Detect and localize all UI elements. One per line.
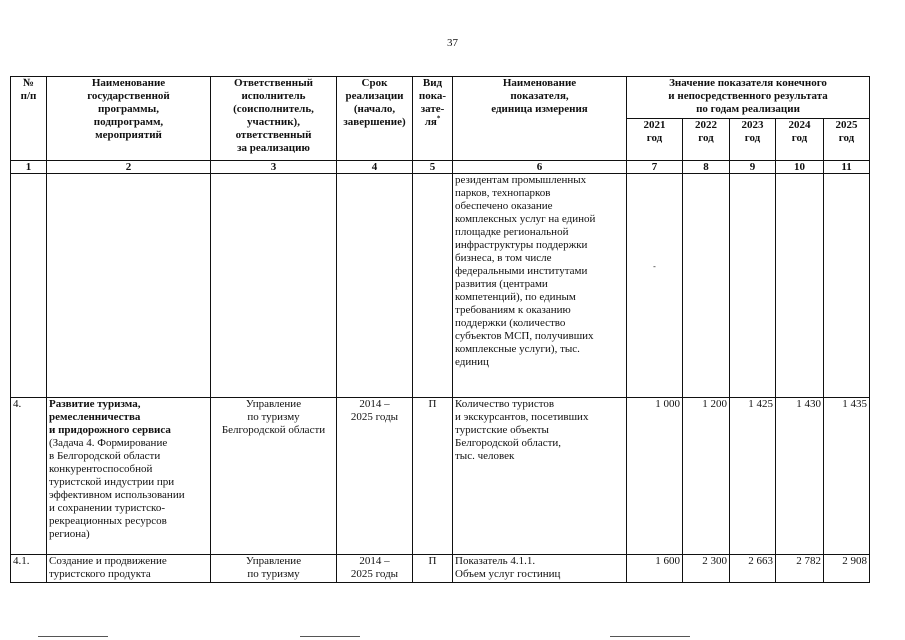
indicator-line: и экскурсантов, посетивших: [455, 411, 589, 423]
header-text: 2021: [643, 119, 666, 131]
program-name-line: и сохранении туристско-: [49, 502, 166, 514]
cell-period: [337, 174, 413, 398]
indicator-line: требованиям к оказанию: [455, 304, 571, 316]
indicator-line: бизнеса, в том числе: [455, 252, 552, 264]
cell-value-2023: [730, 174, 776, 398]
cell-name: [47, 174, 211, 398]
header-values-group: [627, 77, 870, 119]
program-name-line: Создание и продвижение: [49, 555, 167, 567]
header-text: зате-: [420, 103, 445, 115]
cell-period: [337, 398, 413, 555]
value-dash: -: [653, 262, 656, 271]
cell-value-2024: 1 430: [776, 398, 824, 555]
header-program-name: [47, 77, 211, 161]
table-row: [11, 398, 870, 555]
program-table: [10, 76, 870, 583]
column-number: 11: [824, 161, 870, 174]
period-line: 2025 годы: [350, 568, 399, 580]
header-text: [415, 116, 450, 129]
cell-value-2021: 1 000: [627, 398, 683, 555]
header-text: п/п: [20, 90, 37, 102]
period-line: 2014 –: [359, 398, 390, 410]
program-name-line: в Белгородской области: [49, 450, 161, 462]
cell-num: 4.1.: [11, 555, 47, 583]
program-name-line: эффективном использовании: [49, 489, 185, 501]
cell-indicator: [453, 174, 627, 398]
header-text: участник),: [247, 116, 300, 128]
program-name-bold: и придорожного сервиса: [49, 424, 171, 436]
header-text: завершение): [343, 116, 406, 128]
cell-type: П: [413, 398, 453, 555]
header-text: Значение показателя конечного: [669, 77, 827, 89]
header-text: по годам реализации: [696, 103, 800, 115]
header-num: [11, 77, 47, 161]
indicator-line: субъектов МСП, получивших: [455, 330, 594, 342]
table-row: [11, 174, 870, 398]
indicator-line: компетенций), по единым: [455, 291, 576, 303]
indicator-line: обеспечено оказание: [455, 200, 553, 212]
cell-responsible: [211, 555, 337, 583]
scan-mark: [300, 636, 360, 637]
cell-value-2021: [627, 174, 683, 398]
program-name-bold: Развитие туризма,: [49, 398, 141, 410]
header-indicator-name: [453, 77, 627, 161]
scan-mark: [38, 636, 108, 637]
header-text: 2022: [695, 119, 717, 131]
indicator-line: резидентам промышленных: [455, 174, 587, 186]
program-name-line: туристского продукта: [49, 568, 151, 580]
cell-name: [47, 398, 211, 555]
column-number: 4: [337, 161, 413, 174]
indicator-line: тыс. человек: [455, 450, 515, 462]
header-responsible: [211, 77, 337, 161]
header-text: подпрограмм,: [93, 116, 164, 128]
cell-indicator: [453, 555, 627, 583]
indicator-line: парков, технопарков: [455, 187, 551, 199]
page-number: 37: [447, 37, 458, 49]
cell-value-2024: 2 782: [776, 555, 824, 583]
cell-value-2022: 1 200: [683, 398, 730, 555]
cell-responsible: [211, 174, 337, 398]
column-number: 8: [683, 161, 730, 174]
header-text: год: [646, 132, 663, 144]
scan-edge-marks: [0, 636, 905, 640]
header-text: год: [791, 132, 808, 144]
header-text: год: [698, 132, 714, 144]
indicator-line: инфраструктуры поддержки: [455, 239, 588, 251]
responsible-line: по туризму: [247, 411, 300, 423]
column-number: 9: [730, 161, 776, 174]
column-number: 10: [776, 161, 824, 174]
period-line: 2025 годы: [350, 411, 399, 423]
header-text: пока-: [418, 90, 447, 102]
column-number: 2: [47, 161, 211, 174]
header-text: за реализацию: [237, 142, 310, 154]
header-text: 2024: [788, 119, 811, 131]
responsible-line: Управление: [245, 398, 302, 410]
program-name-line: конкурентоспособной: [49, 463, 153, 475]
cell-type: П: [413, 555, 453, 583]
indicator-line: Количество туристов: [455, 398, 555, 410]
header-year-2025: [824, 119, 870, 161]
indicator-line: площадке региональной: [455, 226, 569, 238]
footnote-mark: *: [436, 114, 441, 123]
header-year-2024: [776, 119, 824, 161]
cell-value-2023: 1 425: [730, 398, 776, 555]
column-numbers-row: [11, 161, 870, 174]
header-text: ля: [424, 116, 437, 128]
program-name-line: туристской индустрии при: [49, 476, 175, 488]
cell-num: 4.: [11, 398, 47, 555]
cell-num: [11, 174, 47, 398]
cell-responsible: [211, 398, 337, 555]
header-text: и непосредственного результата: [668, 90, 828, 102]
indicator-line: Показатель 4.1.1.: [455, 555, 536, 567]
cell-type: [413, 174, 453, 398]
header-year-2023: [730, 119, 776, 161]
cell-indicator: [453, 398, 627, 555]
header-text: показателя,: [510, 90, 569, 102]
indicator-line: Белгородской области,: [455, 437, 562, 449]
cell-value-2025: 1 435: [824, 398, 870, 555]
indicator-line: туристские объекты: [455, 424, 549, 436]
header-indicator-type: [413, 77, 453, 161]
column-number: 7: [627, 161, 683, 174]
column-number: 6: [453, 161, 627, 174]
header-text: (соисполнитель,: [233, 103, 314, 115]
header-text: исполнитель: [241, 90, 306, 102]
period-line: 2014 –: [359, 555, 390, 567]
program-name-line: региона): [49, 528, 90, 540]
header-text: Наименование: [502, 77, 577, 89]
header-text: реализации: [345, 90, 404, 102]
table-row: [11, 555, 870, 583]
program-name-bold: ремесленничества: [49, 411, 141, 423]
header-text: Наименование: [91, 77, 166, 89]
column-number: 3: [211, 161, 337, 174]
header-text: мероприятий: [95, 129, 162, 141]
header-text: 2025: [835, 119, 858, 131]
header-text: (начало,: [353, 103, 396, 115]
scan-mark: [610, 636, 690, 637]
header-text: №: [22, 77, 35, 89]
header-text: Вид: [422, 77, 443, 89]
cell-value-2024: [776, 174, 824, 398]
column-number: 1: [11, 161, 47, 174]
indicator-line: Объем услуг гостиниц: [455, 568, 561, 580]
header-text: Срок: [361, 77, 388, 89]
cell-value-2022: 2 300: [683, 555, 730, 583]
indicator-line: комплексные услуги), тыс.: [455, 343, 580, 355]
indicator-line: комплексных услуг на единой: [455, 213, 596, 225]
cell-value-2025: 2 908: [824, 555, 870, 583]
header-text: Ответственный: [233, 77, 314, 89]
indicator-line: единиц: [455, 356, 489, 368]
indicator-line: поддержки (количество: [455, 317, 566, 329]
header-text: год: [744, 132, 761, 144]
header-text: 2023: [741, 119, 764, 131]
header-period: [337, 77, 413, 161]
header-text: ответственный: [235, 129, 312, 141]
cell-value-2025: [824, 174, 870, 398]
indicator-line: федеральными институтами: [455, 265, 588, 277]
header-year-2022: [683, 119, 730, 161]
header-text: год: [838, 132, 855, 144]
cell-name: [47, 555, 211, 583]
indicator-line: развития (центрами: [455, 278, 548, 290]
header-text: единица измерения: [491, 103, 588, 115]
program-name-line: (Задача 4. Формирование: [49, 437, 168, 449]
column-number: 5: [413, 161, 453, 174]
responsible-line: Управление: [245, 555, 302, 567]
responsible-line: по туризму: [247, 568, 300, 580]
program-name-line: рекреационных ресурсов: [49, 515, 167, 527]
cell-value-2023: 2 663: [730, 555, 776, 583]
header-text: государственной: [87, 90, 170, 102]
header-text: программы,: [98, 103, 159, 115]
cell-value-2021: 1 600: [627, 555, 683, 583]
cell-period: [337, 555, 413, 583]
header-year-2021: [627, 119, 683, 161]
responsible-line: Белгородской области: [221, 424, 326, 436]
cell-value-2022: [683, 174, 730, 398]
